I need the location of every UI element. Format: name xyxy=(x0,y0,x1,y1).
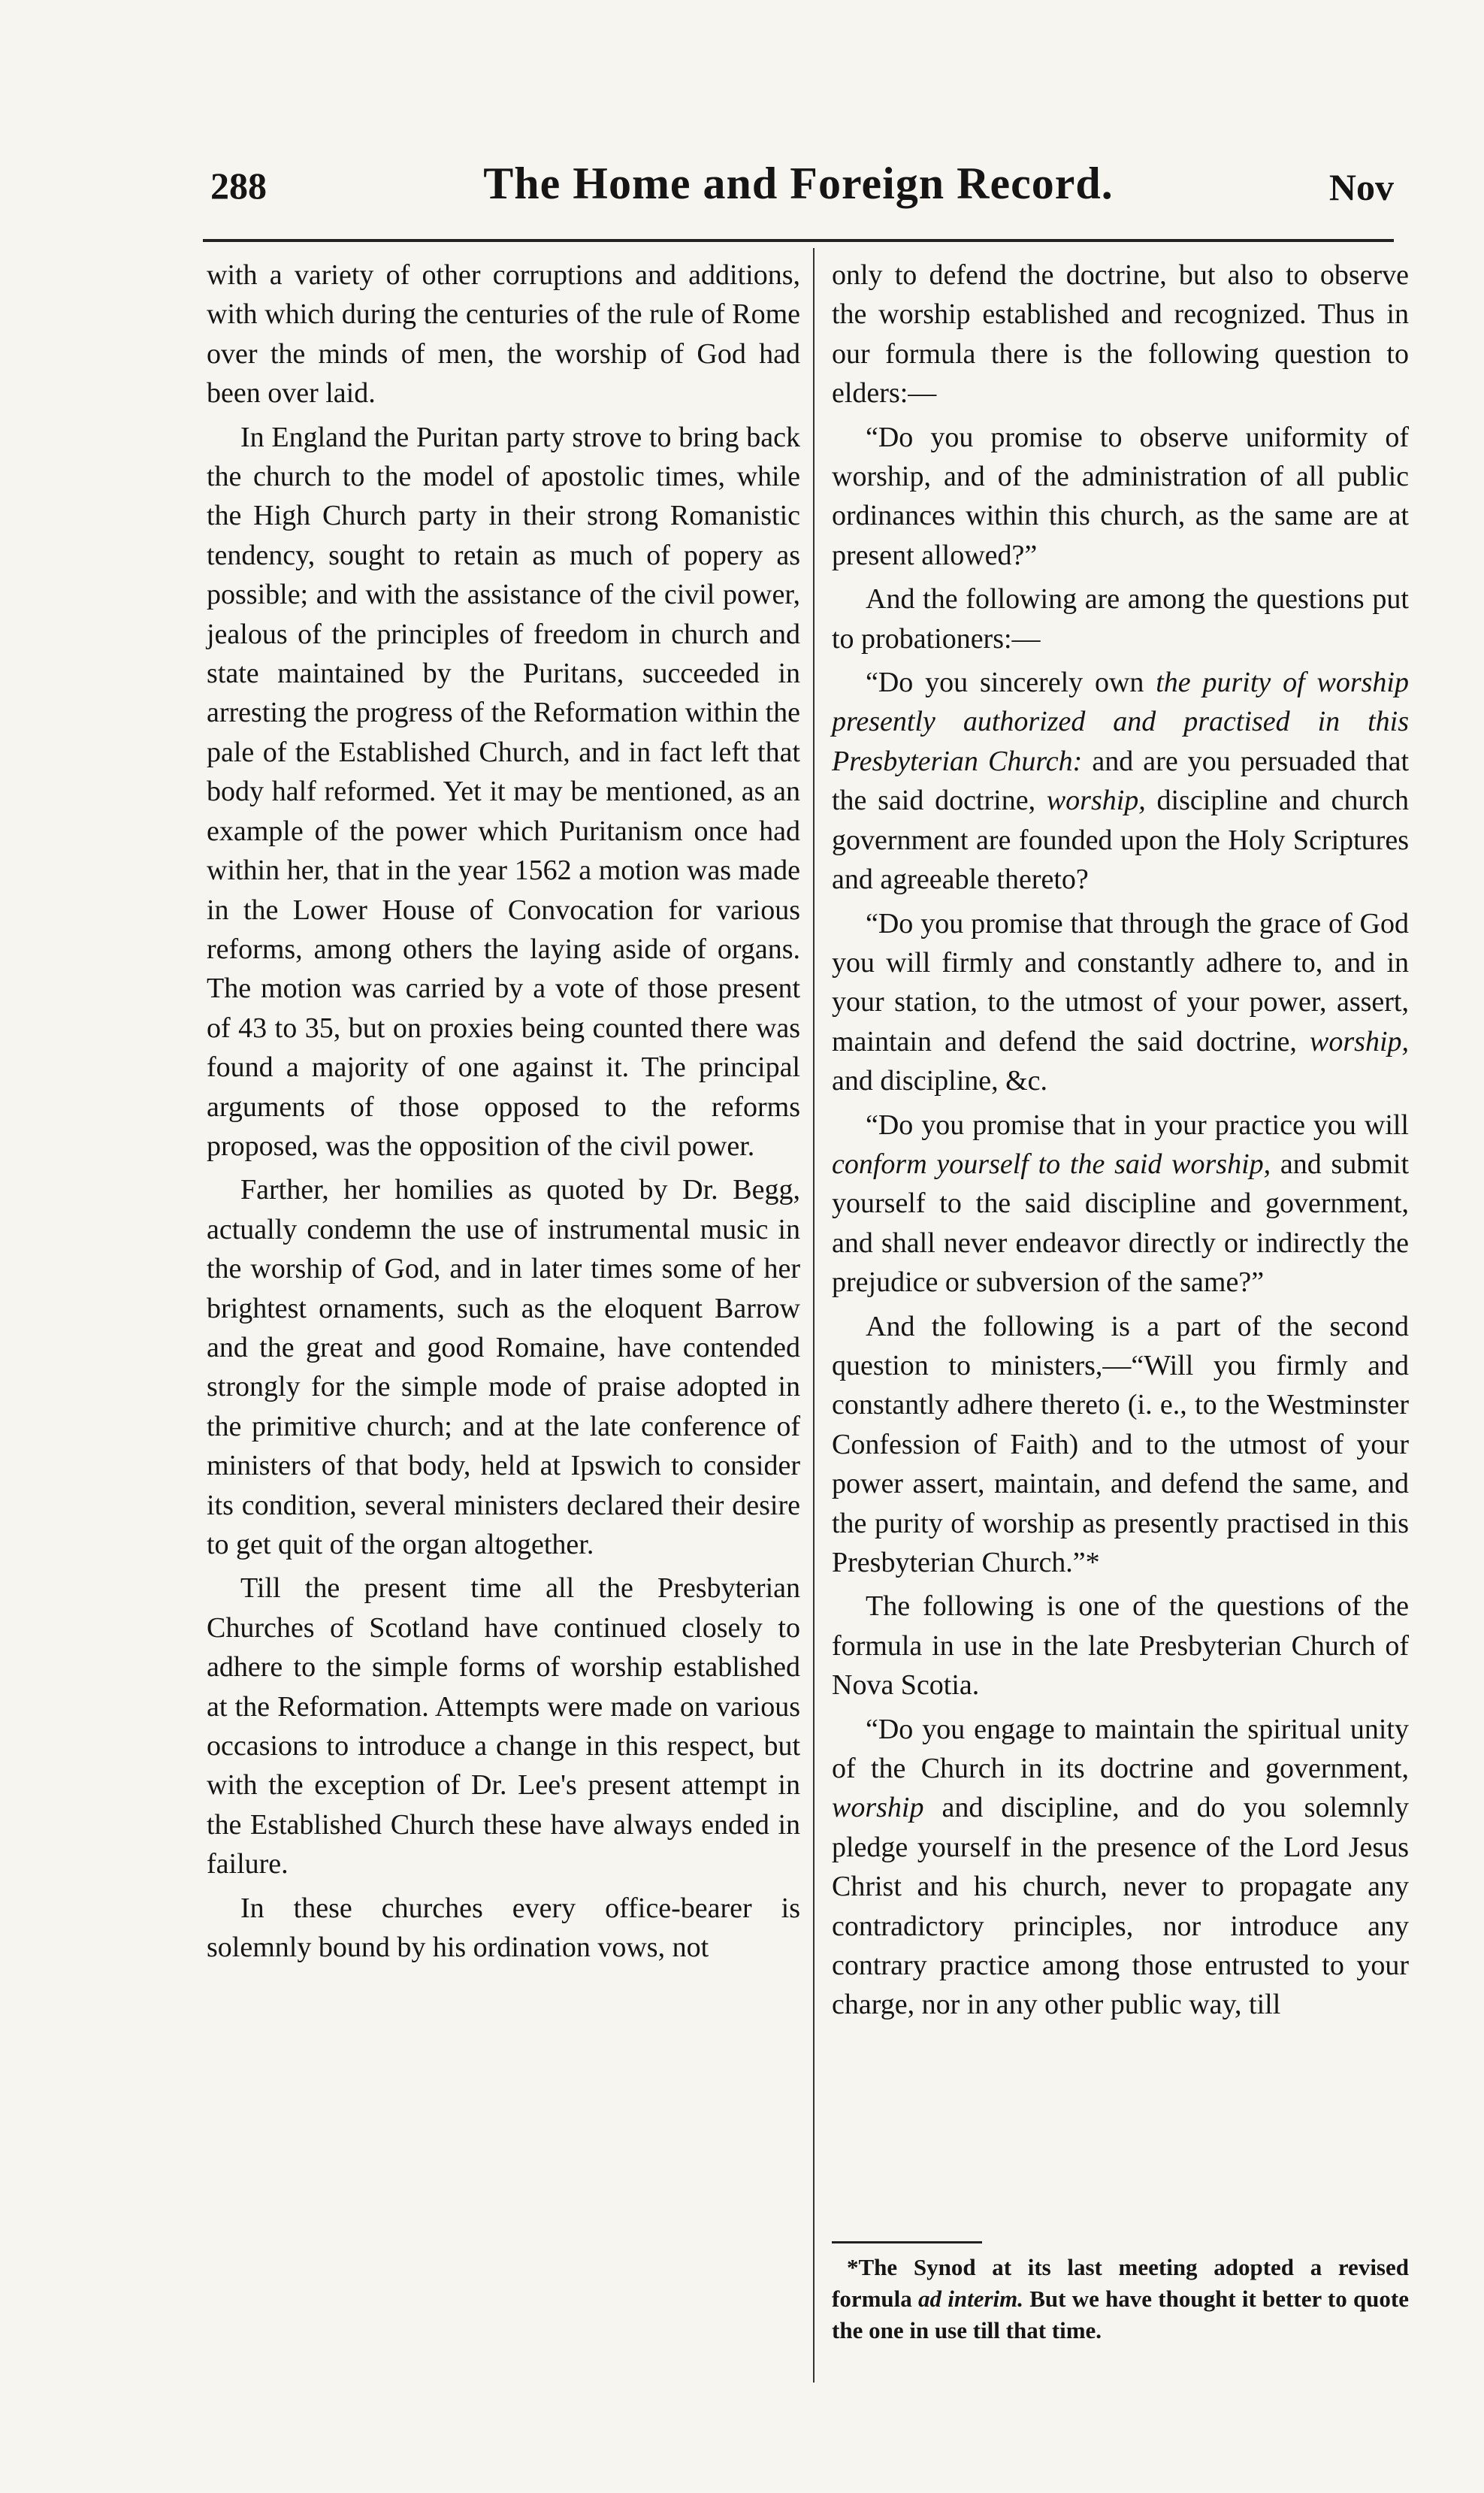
text-run: discipline and church government are founded upon the Holy Scriptures and agreeable thereto? xyxy=(832,785,1409,896)
right-column xyxy=(832,256,1409,2029)
paragraph: And the following are among the questions put to probationers:— xyxy=(832,583,1409,655)
paragraph: The following is one of the questions of the formula in use in the late Presbyterian Church of Nova Scotia. xyxy=(832,1590,1409,1702)
text-run: “Do you sincerely own xyxy=(866,667,1156,699)
page-header xyxy=(203,158,1394,225)
running-title: The Home and Foreign Record. xyxy=(483,159,1114,208)
paragraph: In these churches every office-bearer is solemnly bound by his ordination vows, not xyxy=(207,1892,800,1964)
paragraph xyxy=(832,904,1409,1101)
left-column xyxy=(207,256,800,1971)
page-number: 288 xyxy=(210,165,267,207)
text-run: and discipline, &c. xyxy=(832,1065,1048,1097)
text-run: and submit yourself to the said discipline and government, and shall never endeavor directly or indirectly the prejudice or subversion of the same?” xyxy=(832,1148,1410,1299)
paragraph: Farther, her homilies as quoted by Dr. Begg, actually condemn the use of instrumental music in the worship of God, and in later times some of her brightest ornaments, such as the eloquent Barrow and the great and good Romaine, have contended strongly for the simple mode of praise adopted in the primitive church; and at the late conference of ministers of that body, held at Ipswich to consider its condition, several ministers declared their desire to get quit of the organ altogether. xyxy=(207,1174,800,1560)
text-run: “Do you promise that in your practice you will xyxy=(866,1109,1409,1141)
italic-run: ad interim. xyxy=(918,2286,1023,2312)
paragraph xyxy=(832,1710,1409,2025)
paragraph xyxy=(832,663,1409,899)
text-run: *The Synod at its last meeting adopted a revised formula xyxy=(832,2254,1409,2312)
column-divider xyxy=(813,248,815,2383)
paragraph: with a variety of other corruptions and additions, with which during the centuries of the rule of Rome over the minds of men, the worship of God had been over laid. xyxy=(207,259,800,410)
text-run: and discipline, and do you solemnly pledge yourself in the presence of the Lord Jesus Christ and his church, never to propagate any contradictory principles, nor introduce any contrary practice among those entrusted to your charge, nor in any other public way, till xyxy=(832,1792,1409,2021)
text-run: “Do you promise that through the grace of God you will firmly and constantly adhere to, and in your station, to the utmost of your power, assert, maintain and defend the said doctrine, xyxy=(832,907,1409,1057)
paragraph: only to defend the doctrine, but also to observe the worship established and recognized. Thus in our formula there is the following question to elders:— xyxy=(832,259,1409,410)
footnote-text xyxy=(832,2252,1409,2346)
header-rule xyxy=(203,239,1394,242)
footnote xyxy=(832,2252,1409,2346)
header-month: Nov xyxy=(1328,166,1394,208)
footnote-rule xyxy=(832,2241,982,2243)
text-run: But we have thought it better to quote the one in use till that time. xyxy=(832,2286,1410,2343)
paragraph: And the following is a part of the second question to ministers,—“Will you firmly and constantly adhere thereto (i. e., to the Westminster Confession of Faith) and to the utmost of your power assert, maintain, and defend the same, and the purity of worship as presently practised in this Presbyterian Church.”* xyxy=(832,1310,1409,1578)
italic-run: worship, xyxy=(1310,1025,1409,1057)
text-run: and are you persuaded that the said doctrine, xyxy=(832,745,1410,817)
text-run: “Do you engage to maintain the spiritual unity of the Church in its doctrine and government, xyxy=(832,1713,1409,1785)
paragraph: Till the present time all the Presbyterian Churches of Scotland have continued closely to adhere to the simple forms of worship established at the Reformation. Attempts were made on various occasions to introduce a change in this respect, but with the exception of Dr. Lee's present attempt in the Established Church these have always ended in failure. xyxy=(207,1572,800,1880)
italic-run: the purity of worship presently authorized and practised in this Presbyterian Church: xyxy=(832,667,1409,777)
italic-run: worship xyxy=(832,1792,924,1824)
italic-run: worship, xyxy=(1046,785,1146,817)
paragraph: In England the Puritan party strove to bring back the church to the model of apostolic times, while the High Church party in their strong Romanistic tendency, sought to retain as much of popery as possible; and with the assistance of the civil power, jealous of the principles of freedom in church and state maintained by the Puritans, succeeded in arresting the progress of the Reformation within the pale of the Established Church, and in fact left that body half reformed. Yet it may be mentioned, as an example of the power which Puritanism once had within her, that in the year 1562 a motion was made in the Lower House of Convocation for various reforms, among others the laying aside of organs. The motion was carried by a vote of those present of 43 to 35, but on proxies being counted there was found a majority of one against it. The principal arguments of those opposed to the reforms proposed, was the opposition of the civil power. xyxy=(207,421,800,1162)
paragraph: “Do you promise to observe uniformity of worship, and of the administration of all public ordinances within this church, as the same are at present allowed?” xyxy=(832,421,1409,571)
paragraph xyxy=(832,1106,1409,1302)
italic-run: conform yourself to the said worship, xyxy=(832,1148,1271,1180)
